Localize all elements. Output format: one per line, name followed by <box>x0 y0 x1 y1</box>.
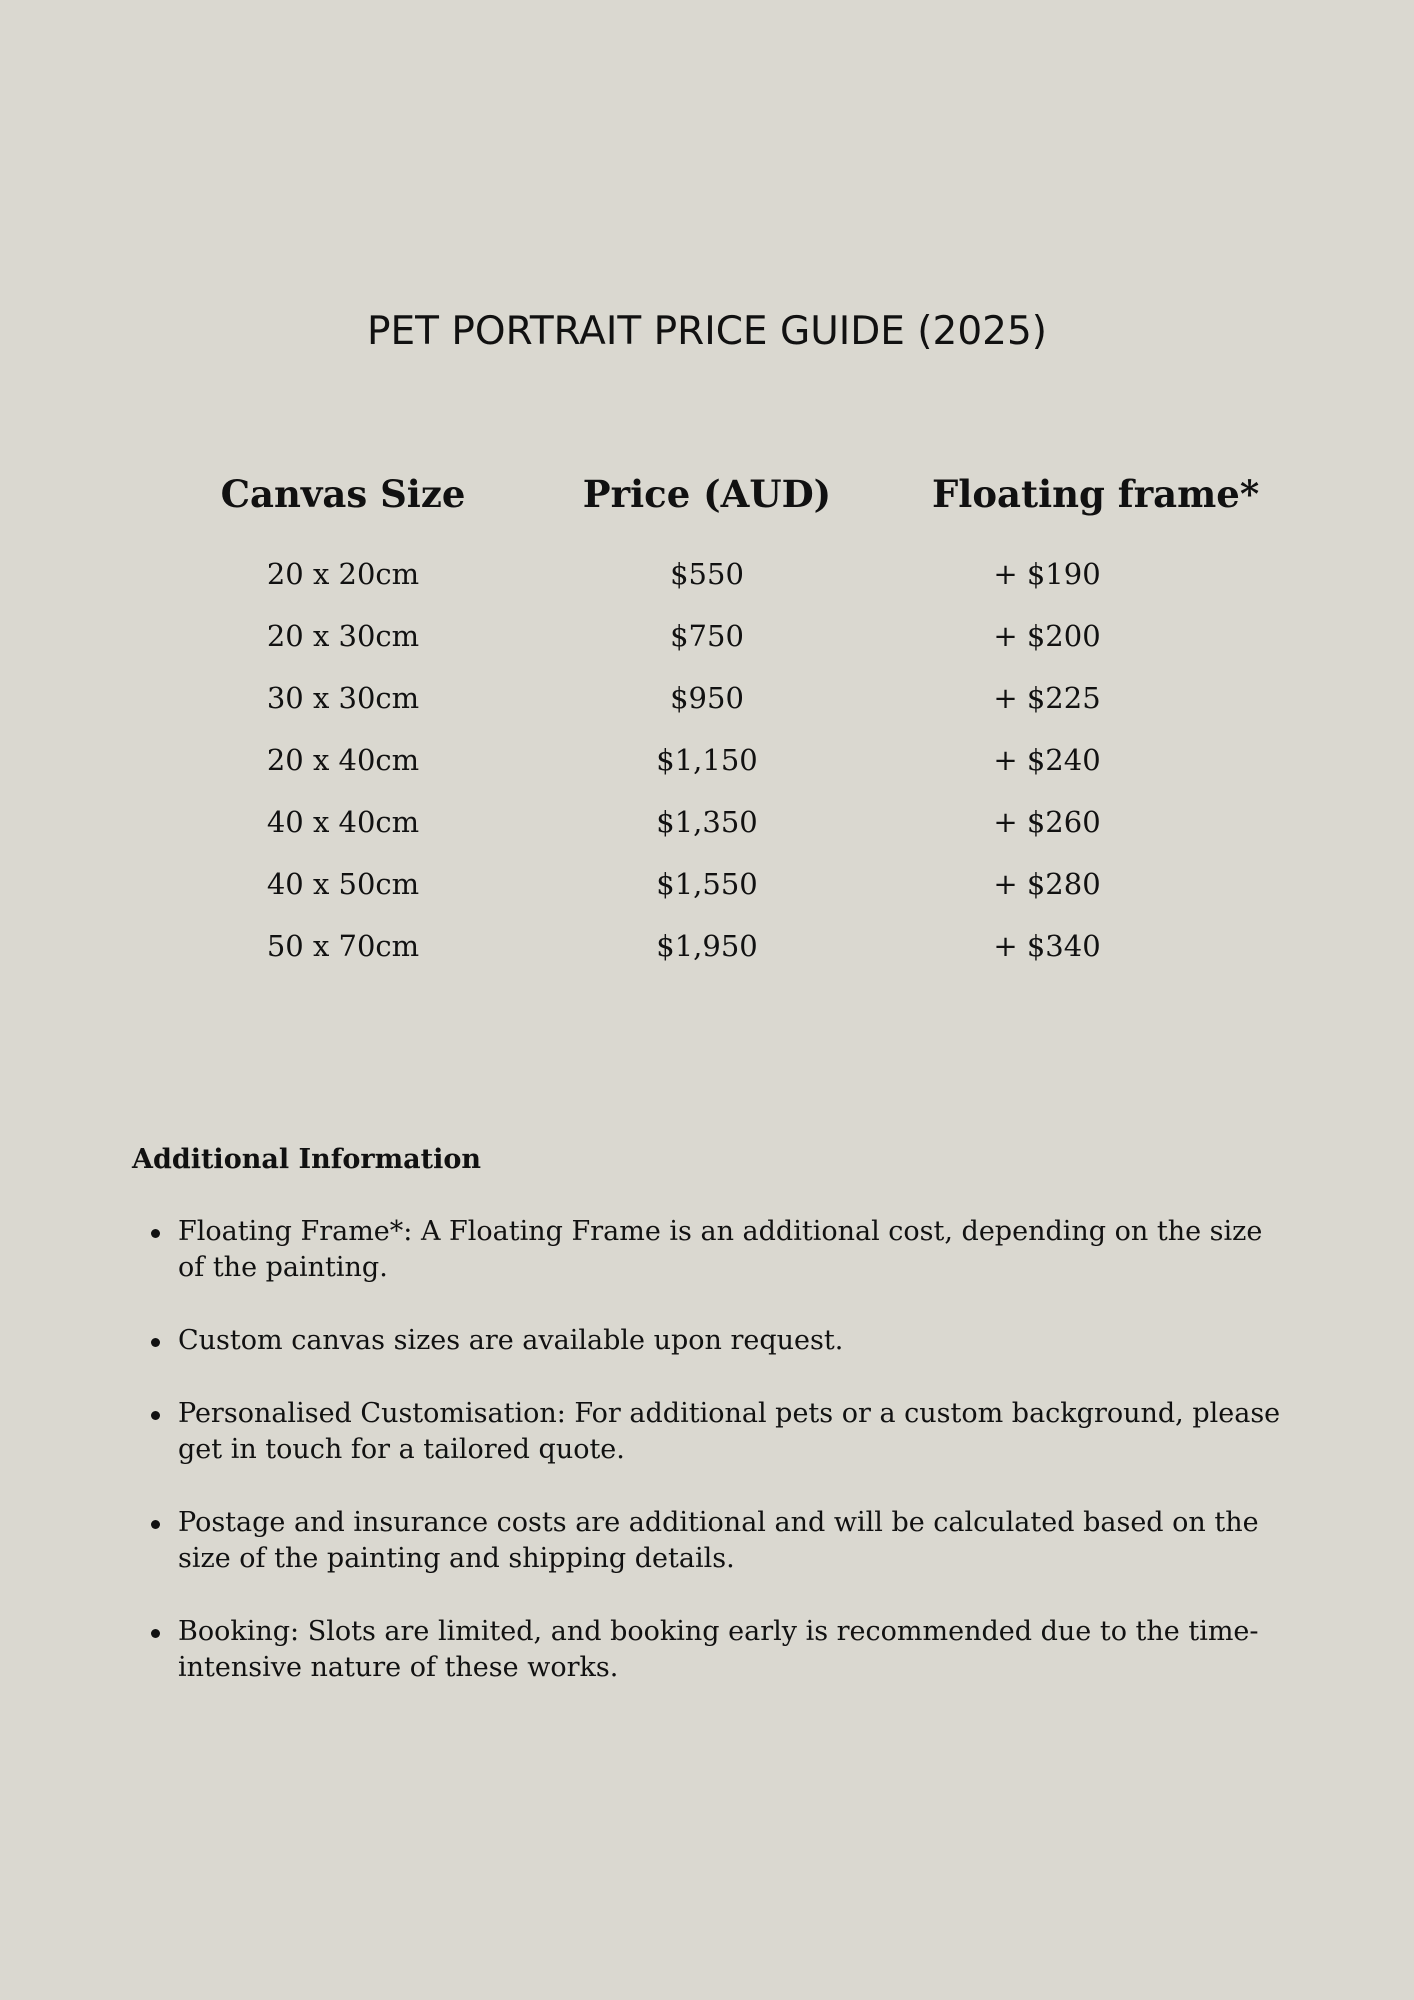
bullet-icon <box>151 1338 160 1347</box>
cell-frame-price: + $260 <box>993 805 1101 839</box>
cell-canvas-size: 40 x 40cm <box>266 805 420 839</box>
cell-frame-price: + $280 <box>993 867 1101 901</box>
list-item-text: Personalised Customisation: For additional pets or a custom background, please get in touch for a tailored quote. <box>178 1398 1281 1465</box>
list-item <box>132 1214 1282 1286</box>
page-title: PET PORTRAIT PRICE GUIDE (2025) <box>366 309 1047 354</box>
cell-frame-price: + $200 <box>993 619 1101 653</box>
cell-canvas-size: 50 x 70cm <box>266 929 420 963</box>
table-header <box>0 464 1414 524</box>
cell-price: $950 <box>670 681 744 715</box>
cell-frame-price: + $340 <box>993 929 1101 963</box>
header-price: Price (AUD) <box>582 472 832 516</box>
table-row <box>0 614 1414 676</box>
list-item <box>132 1505 1282 1577</box>
info-list <box>132 1214 1282 1686</box>
cell-price: $1,150 <box>656 743 758 777</box>
list-item-text: Booking: Slots are limited, and booking early is recommended due to the time-intensive nature of these works. <box>178 1616 1259 1683</box>
cell-frame-price: + $225 <box>993 681 1101 715</box>
header-floating-frame: Floating frame* <box>932 472 1260 516</box>
list-item-text: Custom canvas sizes are available upon request. <box>178 1325 844 1356</box>
bullet-icon <box>151 1229 160 1238</box>
cell-price: $1,550 <box>656 867 758 901</box>
table-row <box>0 800 1414 862</box>
bullet-icon <box>151 1411 160 1420</box>
list-item <box>132 1323 1282 1359</box>
list-item <box>132 1614 1282 1686</box>
cell-canvas-size: 40 x 50cm <box>266 867 420 901</box>
cell-canvas-size: 20 x 20cm <box>266 557 420 591</box>
table-row <box>0 738 1414 800</box>
cell-price: $1,950 <box>656 929 758 963</box>
info-heading: Additional Information <box>132 1144 482 1175</box>
cell-canvas-size: 20 x 30cm <box>266 619 420 653</box>
cell-price: $1,350 <box>656 805 758 839</box>
bullet-icon <box>151 1629 160 1638</box>
cell-canvas-size: 20 x 40cm <box>266 743 420 777</box>
cell-canvas-size: 30 x 30cm <box>266 681 420 715</box>
bullet-icon <box>151 1520 160 1529</box>
cell-frame-price: + $190 <box>993 557 1101 591</box>
table-row <box>0 862 1414 924</box>
list-item-text: Postage and insurance costs are additional and will be calculated based on the size of the painting and shipping details. <box>178 1507 1259 1574</box>
header-canvas-size: Canvas Size <box>220 472 466 516</box>
cell-frame-price: + $240 <box>993 743 1101 777</box>
cell-price: $550 <box>670 557 744 591</box>
table-row <box>0 552 1414 614</box>
price-table <box>0 464 1414 986</box>
additional-information <box>132 1138 1282 1723</box>
list-item <box>132 1396 1282 1468</box>
list-item-text: Floating Frame*: A Floating Frame is an additional cost, depending on the size of the painting. <box>178 1216 1263 1283</box>
table-row <box>0 924 1414 986</box>
table-row <box>0 676 1414 738</box>
cell-price: $750 <box>670 619 744 653</box>
